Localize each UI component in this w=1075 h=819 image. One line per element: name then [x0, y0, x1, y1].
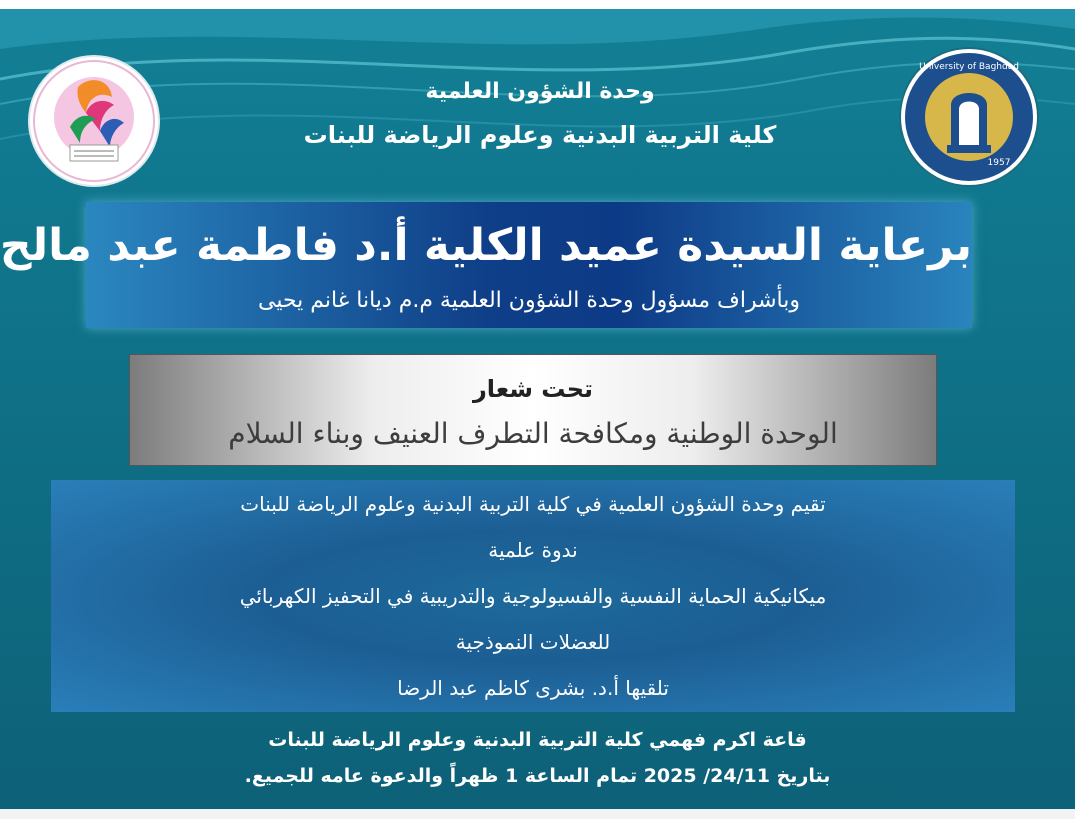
slogan-banner	[129, 354, 937, 466]
seminar-panel	[51, 480, 1015, 712]
seminar-speaker: تلقيها أ.د. بشرى كاظم عبد الرضا	[397, 676, 669, 700]
announcement-poster	[0, 9, 1075, 809]
university-logo-icon	[899, 47, 1039, 187]
venue-line: قاعة اكرم فهمي كلية التربية البدنية وعلوم الرياضة للبنات	[268, 729, 807, 751]
faculty-logo-icon	[30, 57, 158, 185]
unit-name: وحدة الشؤون العلمية	[425, 79, 655, 104]
slogan-text: الوحدة الوطنية ومكافحة التطرف العنيف وبناء السلام	[228, 417, 838, 450]
university-seal-year: 1957	[987, 158, 1011, 168]
bottom-border	[0, 809, 1075, 819]
wave-band	[0, 9, 1075, 49]
college-name: كلية التربية البدنية وعلوم الرياضة للبنات	[303, 121, 777, 149]
seminar-type: ندوة علمية	[488, 538, 578, 562]
slogan-label: تحت شعار	[472, 375, 594, 403]
supervisor-line: وبأشراف مسؤول وحدة الشؤون العلمية م.م ديانا غانم يحيى	[258, 288, 800, 313]
seminar-title-line-2: للعضلات النموذجية	[455, 630, 611, 654]
seminar-organizer: تقيم وحدة الشؤون العلمية في كلية التربية البدنية وعلوم الرياضة للبنات	[240, 492, 826, 516]
patron-line: برعاية السيدة عميد الكلية أ.د فاطمة عبد مالح	[0, 220, 972, 271]
seminar-title-line-1: ميكانيكية الحماية النفسية والفسيولوجية والتدريبية في التحفيز الكهربائي	[239, 584, 827, 608]
university-seal-name: University of Baghdad	[919, 62, 1019, 72]
top-border	[0, 0, 1075, 9]
patronage-banner	[0, 202, 972, 328]
date-line: بتاريخ 24/11/ 2025 تمام الساعة 1 ظهراً والدعوة عامه للجميع.	[244, 765, 831, 787]
